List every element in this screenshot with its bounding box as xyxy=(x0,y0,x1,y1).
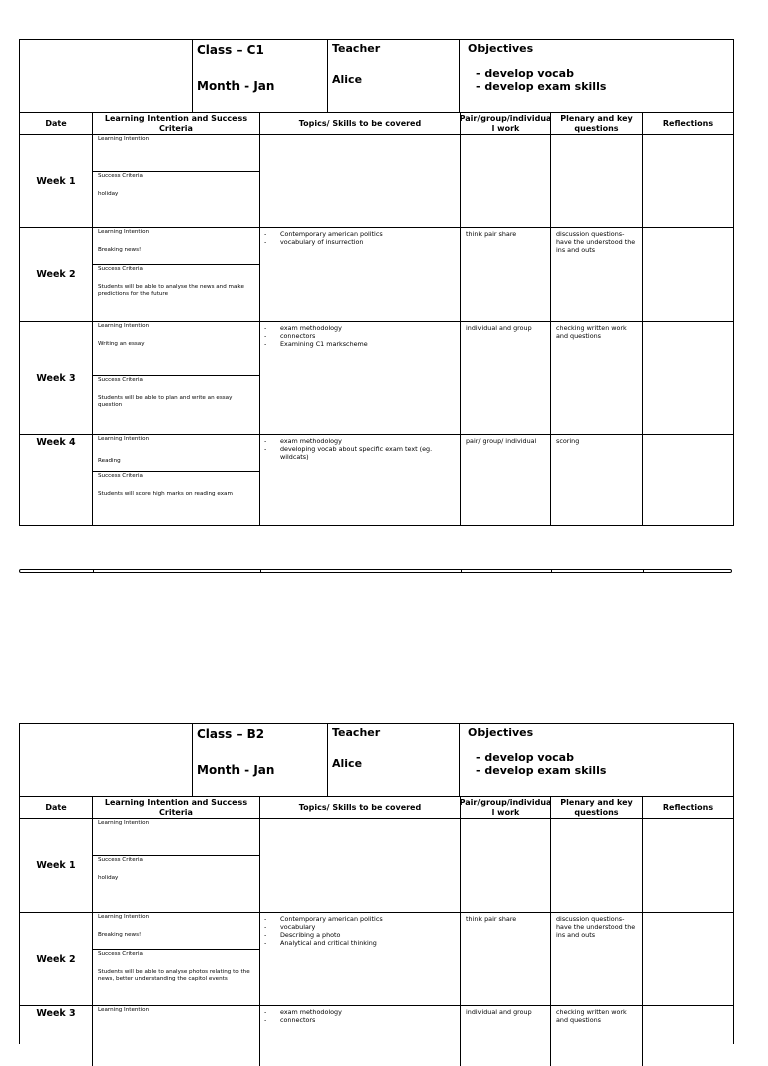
topics-cell xyxy=(260,819,461,912)
plenary-cell: scoring xyxy=(551,435,643,525)
sc-label: Success Criteria xyxy=(98,857,143,863)
week-row xyxy=(20,819,733,913)
plenary-cell xyxy=(551,819,643,912)
col-work: Pair/group/individua l work xyxy=(459,113,552,133)
work-cell: individual and group xyxy=(461,322,551,434)
teacher-name: Alice xyxy=(332,757,363,770)
objectives-list xyxy=(476,751,725,777)
week-row xyxy=(20,135,733,228)
week-date: Week 4 xyxy=(20,435,93,525)
sc-label: Success Criteria xyxy=(98,173,143,179)
week-row xyxy=(20,435,733,525)
objective-item: - develop vocab xyxy=(476,67,725,80)
topic-item: - Describing a photo xyxy=(280,931,460,939)
col-date: Date xyxy=(20,113,93,134)
plenary-cell: discussion questions- have the understood the ins and outs xyxy=(551,228,643,321)
class-label: Class – C1 xyxy=(197,43,264,57)
reflections-cell xyxy=(643,1006,733,1066)
li-label: Learning Intention xyxy=(98,1007,150,1013)
class-label: Class – B2 xyxy=(197,727,265,741)
col-work: Pair/group/individua l work xyxy=(459,797,552,817)
objective-item: - develop vocab xyxy=(476,751,725,764)
li-text: Breaking news! xyxy=(98,932,142,938)
week-date: Week 1 xyxy=(20,135,93,227)
col-learning-intention: Learning Intention and Success Criteria xyxy=(93,113,260,134)
topic-item: - Contemporary american politics xyxy=(280,915,460,923)
work-cell: think pair share xyxy=(461,913,551,1005)
reflections-cell xyxy=(643,135,733,227)
li-label: Learning Intention xyxy=(98,914,150,920)
week-date: Week 3 xyxy=(20,1006,93,1066)
teacher-name: Alice xyxy=(332,73,363,86)
reflections-cell xyxy=(643,435,733,525)
sc-text: Students will be able to analyse photos relating to the news, better understanding the capitol events xyxy=(98,969,250,982)
col-topics: Topics/ Skills to be covered xyxy=(260,113,461,134)
sc-label: Success Criteria xyxy=(98,266,143,272)
plenary-cell: checking written work and questions xyxy=(551,322,643,434)
week-date: Week 1 xyxy=(20,819,93,912)
topic-item: - connectors xyxy=(280,332,460,340)
topic-item: - Examining C1 markscheme xyxy=(280,340,460,348)
col-plenary: Plenary and key questions xyxy=(551,113,643,134)
week-row xyxy=(20,1006,733,1066)
column-headers xyxy=(20,797,733,819)
li-text: Writing an essay xyxy=(98,341,145,347)
li-label: Learning Intention xyxy=(98,323,150,329)
li-label: Learning Intention xyxy=(98,820,150,826)
week-row xyxy=(20,913,733,1006)
month-label: Month - Jan xyxy=(197,763,275,777)
objective-item: - develop exam skills xyxy=(476,80,725,93)
topics-cell xyxy=(260,435,461,525)
topic-item: - exam methodology xyxy=(280,1008,460,1016)
sc-text: Students will be able to plan and write an essay question xyxy=(98,395,233,408)
li-label: Learning Intention xyxy=(98,229,150,235)
work-cell xyxy=(461,819,551,912)
reflections-cell xyxy=(643,322,733,434)
reflections-cell xyxy=(643,819,733,912)
li-text: Reading xyxy=(98,458,121,464)
sc-label: Success Criteria xyxy=(98,377,143,383)
li-text: Breaking news! xyxy=(98,247,142,253)
topic-item: - developing vocab about specific exam text (eg. wildcats) xyxy=(280,445,460,461)
week-row xyxy=(20,228,733,322)
li-label: Learning Intention xyxy=(98,436,150,442)
topics-cell xyxy=(260,135,461,227)
reflections-cell xyxy=(643,913,733,1005)
col-topics: Topics/ Skills to be covered xyxy=(260,797,461,818)
topics-cell xyxy=(260,1006,461,1066)
work-cell: individual and group xyxy=(461,1006,551,1066)
objective-item: - develop exam skills xyxy=(476,764,725,777)
topic-item: - Contemporary american politics xyxy=(280,230,460,238)
col-learning-intention: Learning Intention and Success Criteria xyxy=(93,797,260,818)
col-plenary: Plenary and key questions xyxy=(551,797,643,818)
col-date: Date xyxy=(20,797,93,818)
objectives-list xyxy=(476,67,725,93)
work-cell: think pair share xyxy=(461,228,551,321)
sc-text: holiday xyxy=(98,191,119,197)
plan-header xyxy=(20,40,733,113)
month-label: Month - Jan xyxy=(197,79,275,93)
topic-item: - vocabulary of insurrection xyxy=(280,238,460,246)
sc-label: Success Criteria xyxy=(98,473,143,479)
sc-text: Students will score high marks on reading exam xyxy=(98,491,233,497)
column-headers xyxy=(20,113,733,135)
teacher-label: Teacher xyxy=(332,726,381,739)
week-date: Week 2 xyxy=(20,228,93,321)
topic-item: - connectors xyxy=(280,1016,460,1024)
li-label: Learning Intention xyxy=(98,136,150,142)
col-reflections: Reflections xyxy=(662,802,714,812)
topics-cell xyxy=(260,322,461,434)
topic-item: - exam methodology xyxy=(280,324,460,332)
work-cell xyxy=(461,135,551,227)
topics-cell xyxy=(260,913,461,1005)
week-row xyxy=(20,322,733,435)
plenary-cell: checking written work and questions xyxy=(551,1006,643,1066)
topics-cell xyxy=(260,228,461,321)
sc-label: Success Criteria xyxy=(98,951,143,957)
topic-item: - vocabulary xyxy=(280,923,460,931)
reflections-cell xyxy=(643,228,733,321)
objectives-label: Objectives xyxy=(468,42,534,55)
objectives-label: Objectives xyxy=(468,726,534,739)
topic-item: - Analytical and critical thinking xyxy=(280,939,460,947)
plan-header xyxy=(20,724,733,797)
plenary-cell: discussion questions- have the understood the ins and outs xyxy=(551,913,643,1005)
lesson-plan-b2 xyxy=(19,723,734,1044)
sc-text: Students will be able to analyse the news and make predictions for the future xyxy=(98,284,244,297)
topic-item: - exam methodology xyxy=(280,437,460,445)
plenary-cell xyxy=(551,135,643,227)
work-cell: pair/ group/ individual xyxy=(461,435,551,525)
sc-text: holiday xyxy=(98,875,119,881)
week-date: Week 2 xyxy=(20,913,93,1005)
teacher-label: Teacher xyxy=(332,42,381,55)
week-date: Week 3 xyxy=(20,322,93,434)
table-divider-strip xyxy=(19,569,732,573)
col-reflections: Reflections xyxy=(662,118,714,128)
lesson-plan-c1 xyxy=(19,39,734,526)
